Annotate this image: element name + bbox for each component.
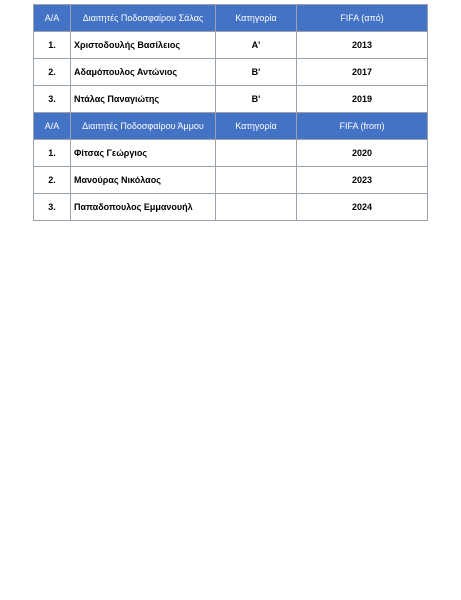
referee-name: Ντάλας Παναγιώτης (71, 86, 216, 113)
referee-category (216, 167, 297, 194)
header-beach-referees: Διαιτητές Ποδοσφαίρου Άμμου (71, 113, 216, 140)
referee-category: Β' (216, 86, 297, 113)
header-futsal-referees: Διαιτητές Ποδοσφαίρου Σάλας (71, 5, 216, 32)
table-row (34, 140, 428, 167)
referee-name: Αδαμόπουλος Αντώνιος (71, 59, 216, 86)
table-row (34, 86, 428, 113)
referee-category (216, 194, 297, 221)
referee-name: Φίτσας Γεώργιος (71, 140, 216, 167)
fifa-year: 2017 (297, 59, 428, 86)
referee-category (216, 140, 297, 167)
row-number: 3. (34, 194, 71, 221)
referee-category: Β' (216, 59, 297, 86)
table-row (34, 194, 428, 221)
referee-category: Α' (216, 32, 297, 59)
fifa-year: 2020 (297, 140, 428, 167)
header-aa: A/A (34, 113, 71, 140)
referees-table (33, 4, 428, 221)
header-fifa-from: FIFA (from) (297, 113, 428, 140)
referee-name: Μανούρας Νικόλαος (71, 167, 216, 194)
header-fifa-since: FIFA (από) (297, 5, 428, 32)
header-category: Κατηγορία (216, 113, 297, 140)
header-category: Κατηγορία (216, 5, 297, 32)
fifa-year: 2019 (297, 86, 428, 113)
table-row (34, 59, 428, 86)
header-aa: A/A (34, 5, 71, 32)
referee-name: Χριστοδουλής Βασίλειος (71, 32, 216, 59)
fifa-year: 2023 (297, 167, 428, 194)
beach-header-row (34, 113, 428, 140)
table-row (34, 167, 428, 194)
fifa-year: 2013 (297, 32, 428, 59)
row-number: 2. (34, 59, 71, 86)
row-number: 2. (34, 167, 71, 194)
row-number: 1. (34, 32, 71, 59)
row-number: 1. (34, 140, 71, 167)
row-number: 3. (34, 86, 71, 113)
fifa-year: 2024 (297, 194, 428, 221)
table-row (34, 32, 428, 59)
referee-name: Παπαδοπουλος Εμμανουήλ (71, 194, 216, 221)
futsal-header-row (34, 5, 428, 32)
